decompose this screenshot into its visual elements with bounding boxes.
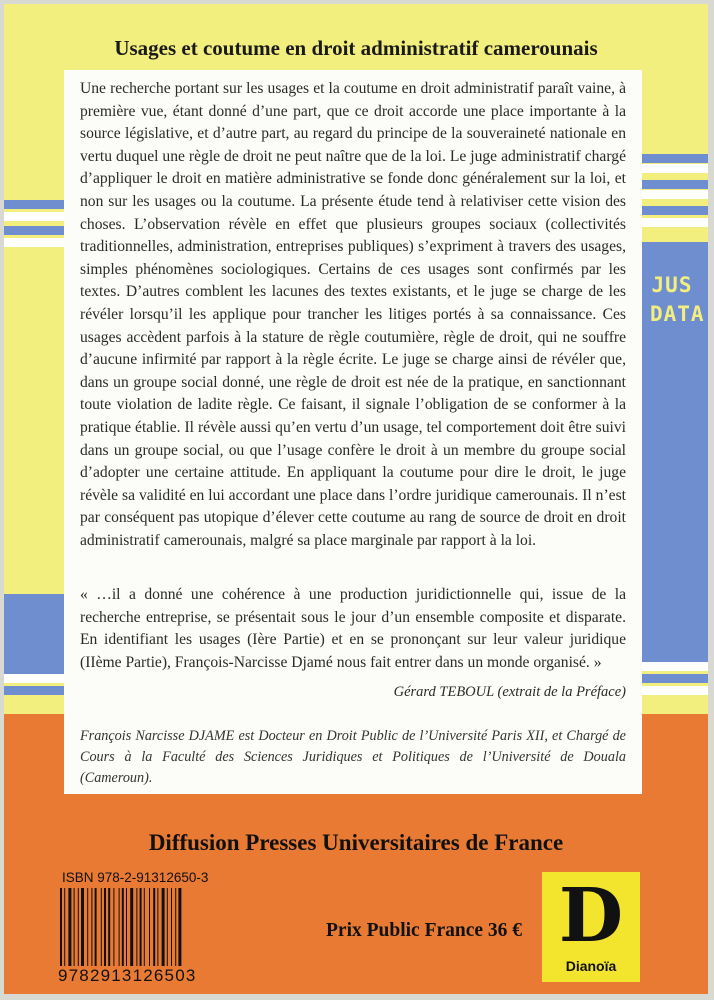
barcode-number: 9782913126503 [58,966,197,985]
quote-signature: Gérard TEBOUL (extrait de la Préface) [393,684,626,700]
blue-stripe [4,200,64,209]
preface-quote: « …il a donné une cohérence à une production juridictionnelle qui, issue de la recherche entreprise, se présentait sous le jour d’un ensemble composite et disparate. En identifiant les usages (Ière Partie) et en se prononçant sur leur valeur juridique (IIème Partie), François-Narcisse Djamé nous fait entrer dans un monde organisé. » [80,586,626,671]
isbn-text: ISBN 978-2-91312650-3 [62,870,209,885]
blue-stripe [636,674,708,683]
white-stripe [636,164,708,173]
summary-text: Une recherche portant sur les usages et la coutume en droit administratif paraît vaine, à première vue, étant donné d’une part, que ce droit accorde une place importante à la source législative, et d’autre part, au regard du principe de la souveraineté nationale en vertu duquel une règle de droit ne peut naître que de la loi. Le juge administratif chargé d’appliquer le droit en matière administrative se fonde donc généralement sur la loi, et non sur les usages ou la coutume. La présente étude tend à relativiser cette vision des choses. L’observation révèle en effet que plusieurs groupes sociaux (collectivités traditionnelles, administration, entreprises publiques) s’expriment à travers des usages, simples phénomènes sociologiques. Certains de ces usages sont confirmés par les textes. D’autres comblent les lacunes des textes existants, et le juge se charge de les révéler lorsqu’il les applique pour trancher les litiges portés à sa connaissance. Ces usages accèdent parfois à la stature de règle coutumière, règle de droit, qui ne souffre d’aucune infirmité par rapport à la règle écrite. Le juge se charge ainsi de révéler que, dans un groupe social donné, une règle de droit est née de la pratique, en sanctionnant toute violation de ladite règle. Ce faisant, il signale l’obligation de se conformer à la pratique établie. Il révèle aussi qu’en vertu d’un usage, tel comportement doit être suivi dans un groupe social, ou que l’usage confère le droit à un membre du groupe social d’adopter une certaine attitude. En appliquant la coutume pour dire le droit, le juge révèle sa validité en lui accordant une place dans l’ordre juridique camerounais. Il n’est par conséquent pas utopique d’élever cette coutume au rang de source de droit en droit administratif camerounais, malgré sa place marginale par rapport à la loi. [80,80,626,549]
white-stripe [636,662,708,671]
barcode [58,888,234,966]
publisher-logo-letter: D [558,873,624,959]
book-back-cover [4,4,708,994]
series-label [650,272,705,330]
white-stripe [4,238,64,247]
distributor-line: Diffusion Presses Universitaires de France [148,830,564,855]
blue-stripe [4,226,64,235]
blue-stripe [636,206,708,215]
barcode-bars [58,888,234,966]
blue-stripe [636,154,708,163]
series-label-line: JUS [651,273,693,297]
publisher-name: Dianoïa [565,958,617,974]
white-stripe [636,686,708,695]
text-panel [64,70,642,794]
author-bio: François Narcisse DJAME est Docteur en Droit Public de l’Université Paris XII, et Chargé de Cours à la Faculté des Sciences Juridiques et Politiques de l’Université de Douala (Cameroun). [80,728,626,786]
white-stripe [636,190,708,199]
white-stripe [636,218,708,227]
series-label-line: DATA [650,302,705,326]
blue-stripe [636,180,708,189]
publisher-logo [542,872,640,982]
white-stripe [4,212,64,221]
book-title: Usages et coutume en droit administratif camerounais [114,36,598,60]
price-label: Prix Public France 36 € [326,920,523,941]
